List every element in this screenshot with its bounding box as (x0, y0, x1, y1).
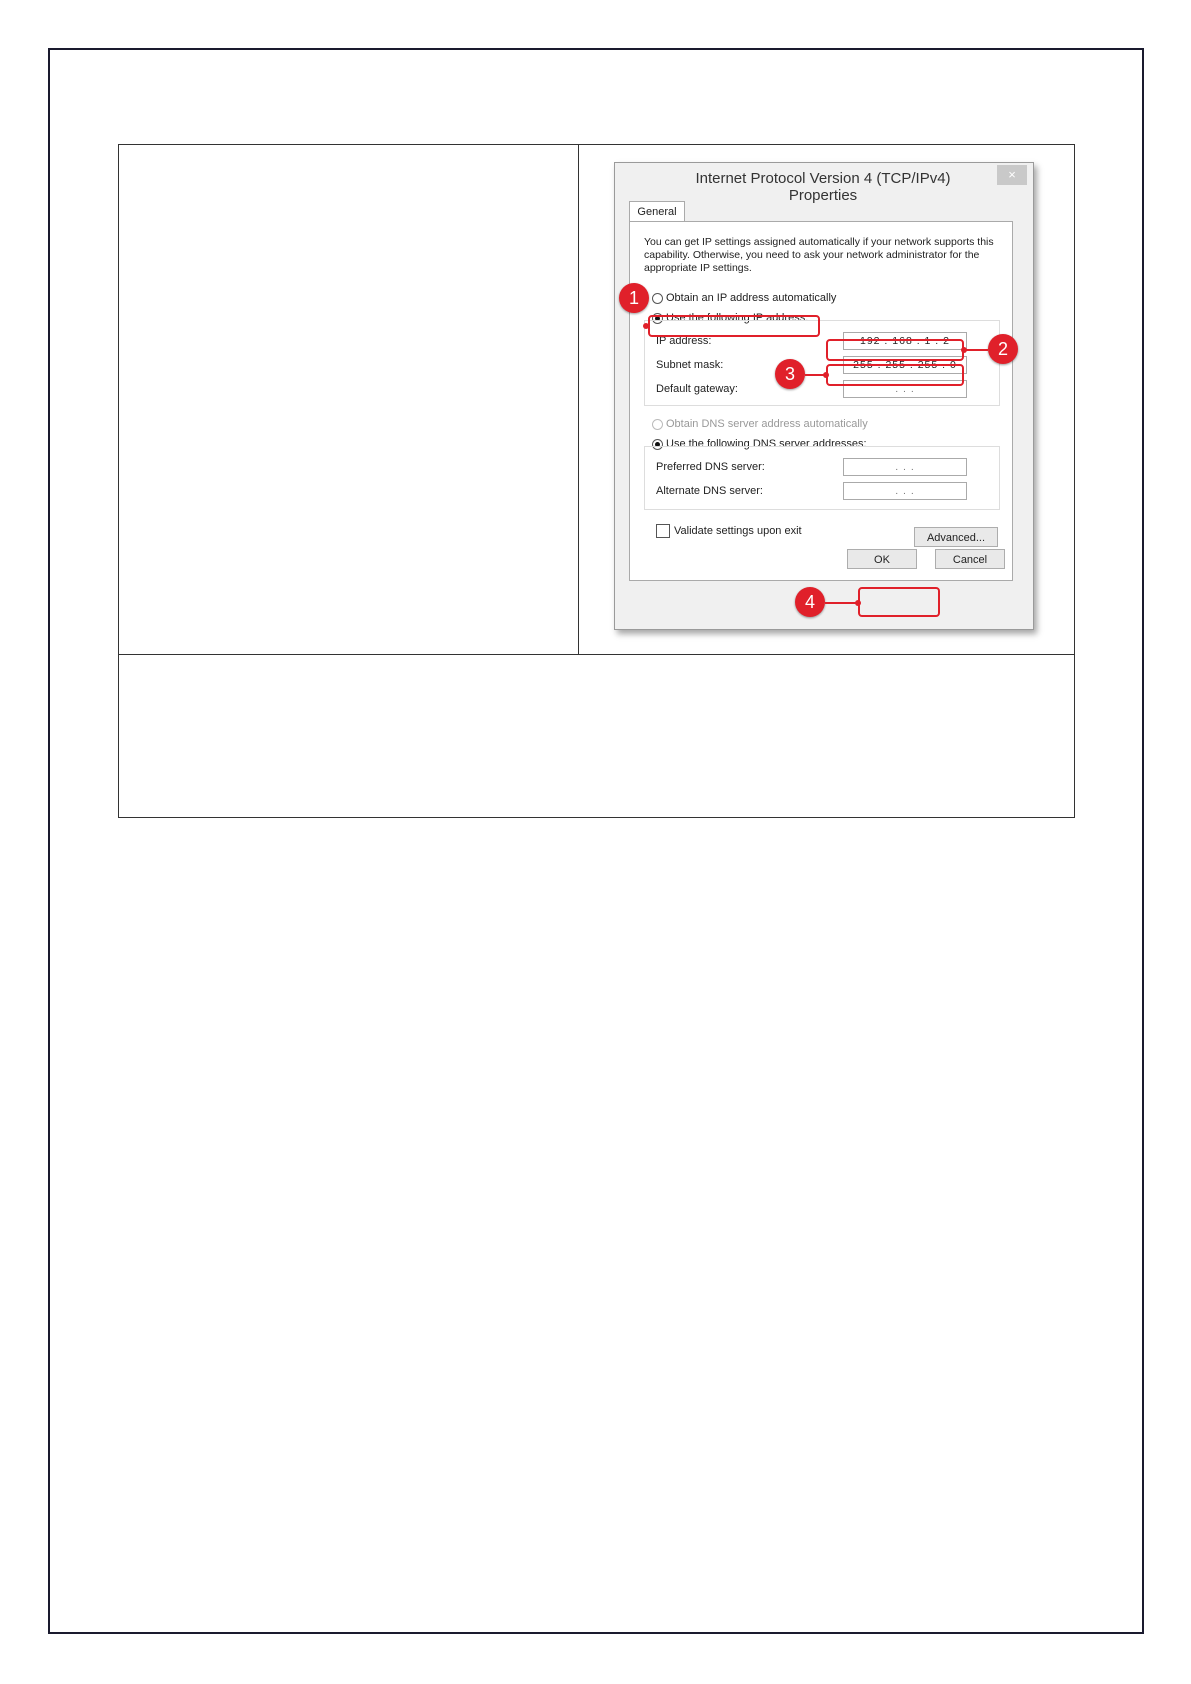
validate-settings-label: Validate settings upon exit (674, 525, 802, 537)
table-cell-bottom (119, 655, 1074, 817)
ok-button[interactable]: OK (847, 549, 917, 569)
radio-obtain-ip-auto[interactable] (652, 293, 663, 304)
obtain-ip-auto-option[interactable] (652, 292, 836, 304)
step-2-connector (964, 349, 988, 351)
table-cell-left (119, 145, 579, 654)
preferred-dns-input[interactable]: . . . (843, 458, 967, 476)
subnet-mask-label: Subnet mask: (656, 359, 724, 371)
obtain-dns-auto-option[interactable] (652, 418, 868, 430)
step-1-pointer (643, 323, 649, 329)
obtain-ip-auto-label: Obtain an IP address automatically (666, 292, 837, 304)
default-gateway-label: Default gateway: (656, 383, 738, 395)
use-following-ip-label: Use the following IP address: (666, 312, 809, 324)
step-1-badge: 1 (619, 283, 649, 313)
highlight-ip-address (826, 339, 964, 361)
highlight-subnet-mask (826, 364, 964, 386)
subnet-mask-input[interactable]: 255 . 255 . 255 . 0 (843, 356, 967, 374)
close-button[interactable] (997, 165, 1027, 185)
validate-settings-option[interactable] (656, 524, 802, 538)
validate-settings-checkbox[interactable] (656, 524, 670, 538)
highlight-ok-button (858, 587, 940, 617)
step-4-pointer (855, 600, 861, 606)
tab-general[interactable]: General (629, 201, 685, 222)
step-3-badge: 3 (775, 359, 805, 389)
intro-text: You can get IP settings assigned automatically if your network supports this capability. Otherwise, you need to ask your network administrator for the appropriate IP settings. (644, 236, 994, 274)
cancel-button[interactable]: Cancel (935, 549, 1005, 569)
alternate-dns-input[interactable]: . . . (843, 482, 967, 500)
advanced-button[interactable]: Advanced... (914, 527, 998, 547)
close-icon: × (1008, 167, 1016, 182)
radio-obtain-dns-auto[interactable] (652, 419, 663, 430)
step-2-badge: 2 (988, 334, 1018, 364)
alternate-dns-label: Alternate DNS server: (656, 485, 763, 497)
dns-settings-group (644, 446, 1000, 510)
highlight-use-following-ip (648, 315, 820, 337)
step-4-badge: 4 (795, 587, 825, 617)
dialog-title: Internet Protocol Version 4 (TCP/IPv4) Properties (695, 170, 951, 204)
general-panel (629, 221, 1013, 581)
ipv4-properties-dialog (614, 162, 1034, 630)
use-following-dns-label: Use the following DNS server addresses: (666, 438, 867, 450)
ip-address-label: IP address: (656, 335, 712, 347)
default-gateway-input[interactable]: . . . (843, 380, 967, 398)
step-2-pointer (961, 347, 967, 353)
preferred-dns-label: Preferred DNS server: (656, 461, 765, 473)
step-3-pointer (823, 372, 829, 378)
ip-address-input[interactable]: 192 . 168 . 1 . 2 (843, 332, 967, 350)
obtain-dns-auto-label: Obtain DNS server address automatically (666, 418, 868, 430)
